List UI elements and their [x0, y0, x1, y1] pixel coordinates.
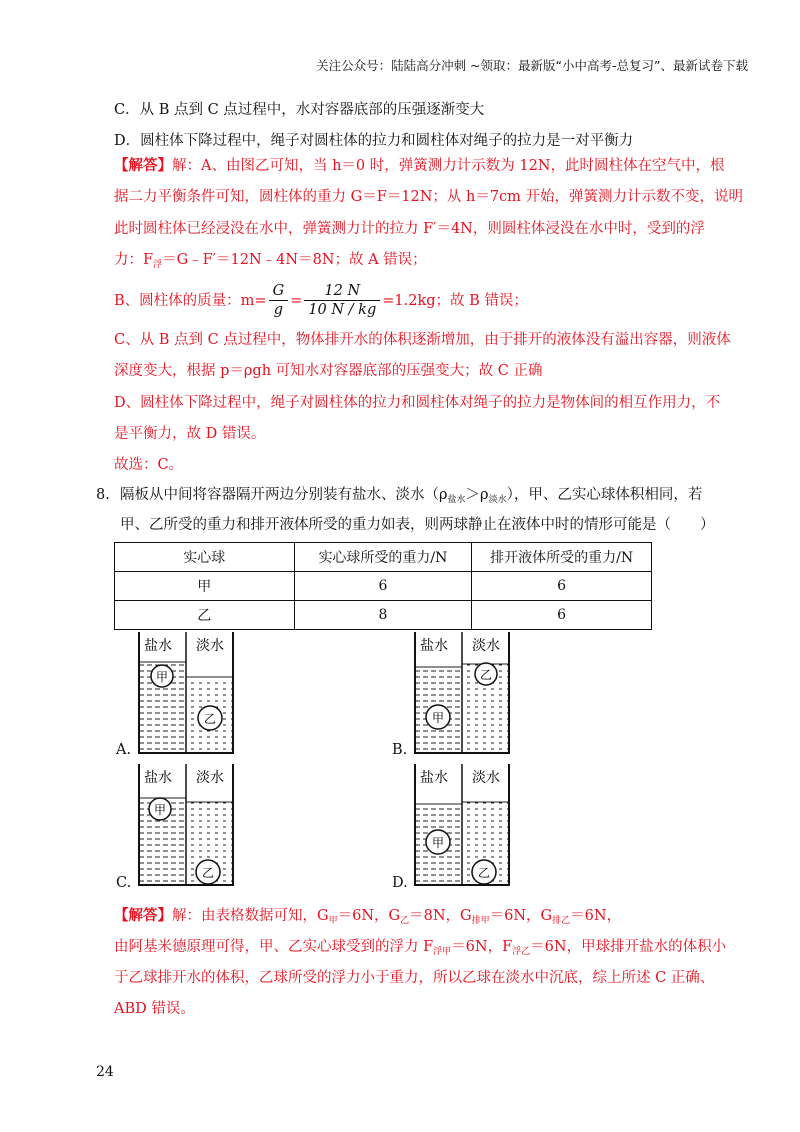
svg-text:淡水: 淡水 [472, 770, 500, 786]
answer-line3: 于乙球排开水的体积，乙球所受的浮力小于重力，所以乙球在淡水中沉底，综上所述 C 正确、 [114, 970, 715, 986]
svg-text:甲: 甲 [153, 803, 167, 817]
data-table [114, 542, 652, 630]
question-number: 8. [96, 487, 110, 503]
answer-tag: 【解答】 [114, 907, 172, 924]
option-label-a: A. [116, 742, 132, 758]
svg-text:盐水: 盐水 [144, 770, 172, 786]
option-label-b: B. [392, 742, 408, 758]
prev-answer-c1: C、从 B 点到 C 点过程中，物体排开水的体积逐渐增加，由于排开的液体没有溢出容器，则液体 [114, 332, 731, 348]
table-cell: 乙 [115, 601, 295, 630]
page-number: 24 [96, 1064, 114, 1080]
svg-text:乙: 乙 [203, 712, 217, 726]
option-label-d: D. [392, 875, 408, 891]
fraction-g-over-g: $\frac{G}{g}$ [269, 282, 289, 319]
page-header: 关注公众号：陆陆高分冲刺 ~领取：最新版“小中高考-总复习”、最新试卷下载 [316, 58, 748, 73]
table-cell: 6 [294, 572, 472, 601]
question-line1: 隔板从中间将容器隔开两边分别装有盐水、淡水$(\rho_{盐水}>\rho_{淡水})$，甲、乙实心球体积相同，若 [120, 487, 703, 505]
svg-text:乙: 乙 [477, 866, 491, 880]
prev-answer-line4: 力：$F_浮=G﹣F'=12N﹣4N=8N$；故 A 错误； [114, 252, 427, 270]
svg-text:盐水: 盐水 [420, 638, 448, 654]
svg-text:甲: 甲 [431, 836, 445, 850]
svg-text:乙: 乙 [479, 668, 493, 682]
svg-text:甲: 甲 [155, 670, 169, 684]
prev-option-d: D．圆柱体下降过程中，绳子对圆柱体的拉力和圆柱体对绳子的拉力是一对平衡力 [114, 133, 634, 149]
table-cell: 8 [294, 601, 472, 630]
svg-text:甲: 甲 [431, 711, 445, 725]
prev-answer-line3: 此时圆柱体已经浸没在水中，弹簧测力计的拉力 F′＝4N，则圆柱体浸没在水中时，受到的浮 [114, 221, 705, 237]
question-line2: 甲、乙所受的重力和排开液体所受的重力如表，则两球静止在液体中时的情形可能是（ ） [120, 517, 715, 533]
mass-formula: B、圆柱体的质量：m= $\frac{G}{g}$ = $\frac{12 N}{10 N / kg}$ =1.2kg；故 B 错误； [114, 283, 528, 318]
label-fresh: 淡水 [196, 638, 224, 654]
table-row [115, 572, 652, 601]
table-header: 实心球 [115, 543, 295, 572]
table-header: 实心球所受的重力/N [294, 543, 472, 572]
label-salt: 盐水 [144, 638, 172, 654]
prev-answer-line1: 【解答】解：A、由图乙可知，当 h＝0 时，弹簧测力计示数为 12N，此时圆柱体在空气中，根 [114, 157, 725, 174]
svg-text:盐水: 盐水 [420, 770, 448, 786]
option-label-c: C. [116, 875, 132, 891]
figure-d [414, 764, 514, 888]
table-row [115, 601, 652, 630]
prev-answer-d2: 是平衡力，故 D 错误。 [114, 426, 266, 442]
table-header: 排开液体所受的重力/N [472, 543, 652, 572]
prev-answer-choice: 故选：C。 [114, 457, 184, 473]
fraction-values: $\frac{12 N}{10 N / kg}$ [304, 282, 380, 319]
prev-answer-c2: 深度变大，根据 p＝ρgh 可知水对容器底部的压强变大；故 C 正确 [114, 363, 543, 379]
table-cell: 甲 [115, 572, 295, 601]
svg-text:乙: 乙 [201, 866, 215, 880]
table-cell: 6 [472, 572, 652, 601]
table-header-row [115, 543, 652, 572]
prev-answer-d1: D、圆柱体下降过程中，绳子对圆柱体的拉力和圆柱体对绳子的拉力是物体间的相互作用力，不 [114, 395, 721, 411]
prev-option-c: C．从 B 点到 C 点过程中，水对容器底部的压强逐渐变大 [114, 102, 485, 118]
svg-text:淡水: 淡水 [472, 638, 500, 654]
svg-text:淡水: 淡水 [196, 770, 224, 786]
table-cell: 6 [472, 601, 652, 630]
figure-b [414, 632, 514, 756]
prev-answer-line2: 据二力平衡条件可知，圆柱体的重力 G＝F＝12N；从 h＝7cm 开始，弹簧测力计示数不变，说明 [114, 189, 744, 205]
answer-line1: 【解答】解：由表格数据可知，$G_甲=6N$，$G_乙=8N$，$G_{排甲}=6N$，$G_{排乙}=6N$， [114, 907, 622, 926]
answer-tag: 【解答】 [114, 157, 172, 174]
answer-line2: 由阿基米德原理可得，甲、乙实心球受到的浮力 $F_{浮甲}=6N$，$F_{浮乙}=6N$，甲球排开盐水的体积小 [114, 939, 727, 957]
figure-a [138, 632, 238, 756]
answer-line4: ABD 错误。 [114, 1001, 195, 1017]
figure-c [138, 764, 238, 888]
